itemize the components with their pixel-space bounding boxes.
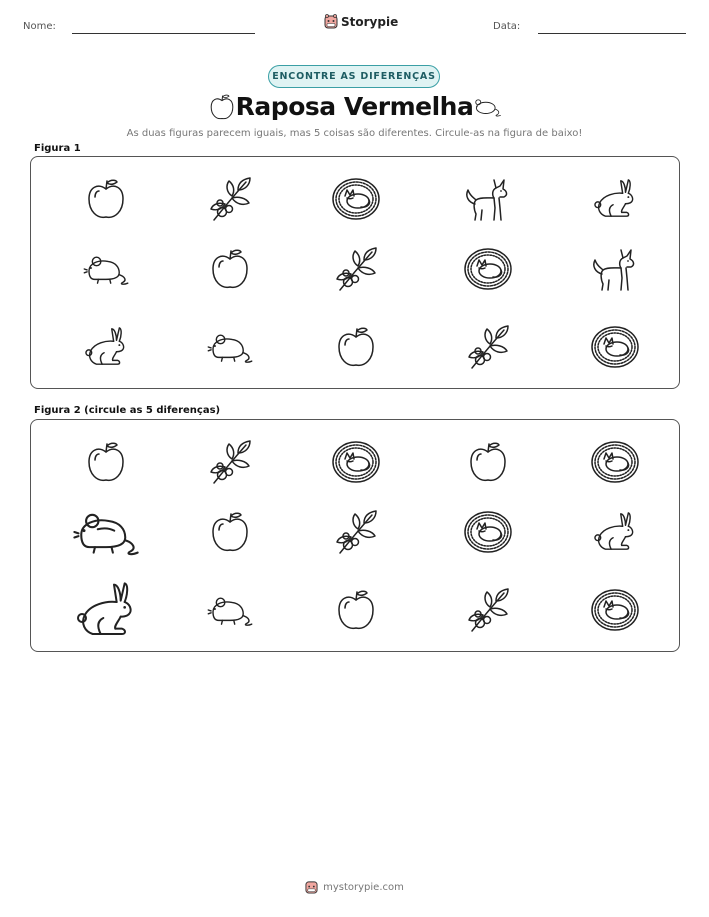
fox-icon: [591, 246, 639, 292]
figure-2-cell-r2-c2[interactable]: [210, 510, 250, 554]
figure-2-cell-r3-c1[interactable]: [74, 579, 138, 641]
name-field-line[interactable]: [72, 33, 255, 34]
figure-2-cell-r2-c3[interactable]: [334, 509, 378, 555]
figure-2-cell-r2-c4[interactable]: [463, 509, 513, 555]
apple-icon: [468, 440, 508, 484]
sleeping-fox-nest-icon: [590, 587, 640, 633]
storypie-mascot-icon: [324, 14, 338, 29]
fox-icon: [464, 176, 512, 222]
figure-1-cell-r3-c3: [336, 325, 376, 369]
figure-1-cell-r1-c2: [208, 176, 252, 222]
figure-2-cell-r1-c4[interactable]: [468, 440, 508, 484]
apple-icon: [210, 247, 250, 291]
brand-name: Storypie: [341, 14, 399, 29]
figure-2-cell-r3-c5[interactable]: [590, 587, 640, 633]
figure-2-cell-r2-c5[interactable]: [592, 511, 638, 553]
apple-icon: [210, 510, 250, 554]
mouse-icon: [207, 330, 253, 364]
sleeping-fox-nest-icon: [463, 509, 513, 555]
apple-icon: [336, 588, 376, 632]
storypie-mascot-icon: [305, 880, 318, 894]
figure-1-panel: [30, 156, 680, 389]
activity-badge: ENCONTRE AS DIFERENÇAS: [268, 65, 440, 88]
rabbit-icon: [592, 178, 638, 220]
apple-icon: [336, 325, 376, 369]
figure-1-cell-r2-c3: [334, 246, 378, 292]
figure-1-cell-r3-c2: [207, 330, 253, 364]
figure-1-cell-r1-c3: [331, 176, 381, 222]
berry-branch-icon: [466, 324, 510, 370]
apple-icon: [86, 177, 126, 221]
figure-2-cell-r3-c4[interactable]: [466, 587, 510, 633]
sleeping-fox-nest-icon: [590, 439, 640, 485]
sleeping-fox-nest-icon: [331, 176, 381, 222]
berry-branch-icon: [208, 176, 252, 222]
mouse-icon: [472, 95, 502, 117]
figure-2-cell-r3-c2[interactable]: [207, 593, 253, 627]
berry-branch-icon: [334, 509, 378, 555]
berry-branch-icon: [334, 246, 378, 292]
page-title: Raposa Vermelha: [235, 92, 474, 121]
figure-1-cell-r2-c1: [83, 252, 129, 286]
mouse-icon: [83, 252, 129, 286]
figure-1-label: Figura 1: [34, 143, 81, 154]
berry-branch-icon: [208, 439, 252, 485]
figure-1-cell-r1-c1: [86, 177, 126, 221]
figure-1-cell-r3-c5: [590, 324, 640, 370]
figure-2-cell-r2-c1[interactable]: [73, 507, 139, 557]
brand-logo: [324, 14, 398, 29]
figure-1-cell-r1-c5: [592, 178, 638, 220]
figure-2-cell-r1-c2[interactable]: [208, 439, 252, 485]
name-label: Nome:: [23, 21, 56, 32]
apple-icon: [86, 440, 126, 484]
figure-1-cell-r3-c1: [83, 326, 129, 368]
figure-2-cell-r1-c5[interactable]: [590, 439, 640, 485]
figure-2-label: Figura 2 (circule as 5 diferenças): [34, 405, 221, 416]
instructions: As duas figuras parecem iguais, mas 5 coisas são diferentes. Circule-as na figura de baixo!: [126, 128, 583, 139]
figure-2-cell-r1-c1[interactable]: [86, 440, 126, 484]
sleeping-fox-nest-icon: [331, 439, 381, 485]
figure-1-cell-r2-c5: [591, 246, 639, 292]
mouse-icon: [73, 507, 139, 557]
figure-1-cell-r3-c4: [466, 324, 510, 370]
figure-1-cell-r1-c4: [464, 176, 512, 222]
berry-branch-icon: [466, 587, 510, 633]
figure-2-cell-r3-c3[interactable]: [336, 588, 376, 632]
rabbit-icon: [592, 511, 638, 553]
figure-2-panel: [30, 419, 680, 652]
footer-url[interactable]: mystorypie.com: [323, 881, 404, 893]
mouse-icon: [207, 593, 253, 627]
rabbit-icon: [83, 326, 129, 368]
figure-1-cell-r2-c2: [210, 247, 250, 291]
figure-2-cell-r1-c3[interactable]: [331, 439, 381, 485]
figure-1-cell-r2-c4: [463, 246, 513, 292]
date-field-line[interactable]: [538, 33, 686, 34]
date-label: Data:: [493, 21, 521, 32]
footer: [0, 880, 709, 894]
sleeping-fox-nest-icon: [463, 246, 513, 292]
rabbit-icon: [74, 579, 138, 641]
sleeping-fox-nest-icon: [590, 324, 640, 370]
